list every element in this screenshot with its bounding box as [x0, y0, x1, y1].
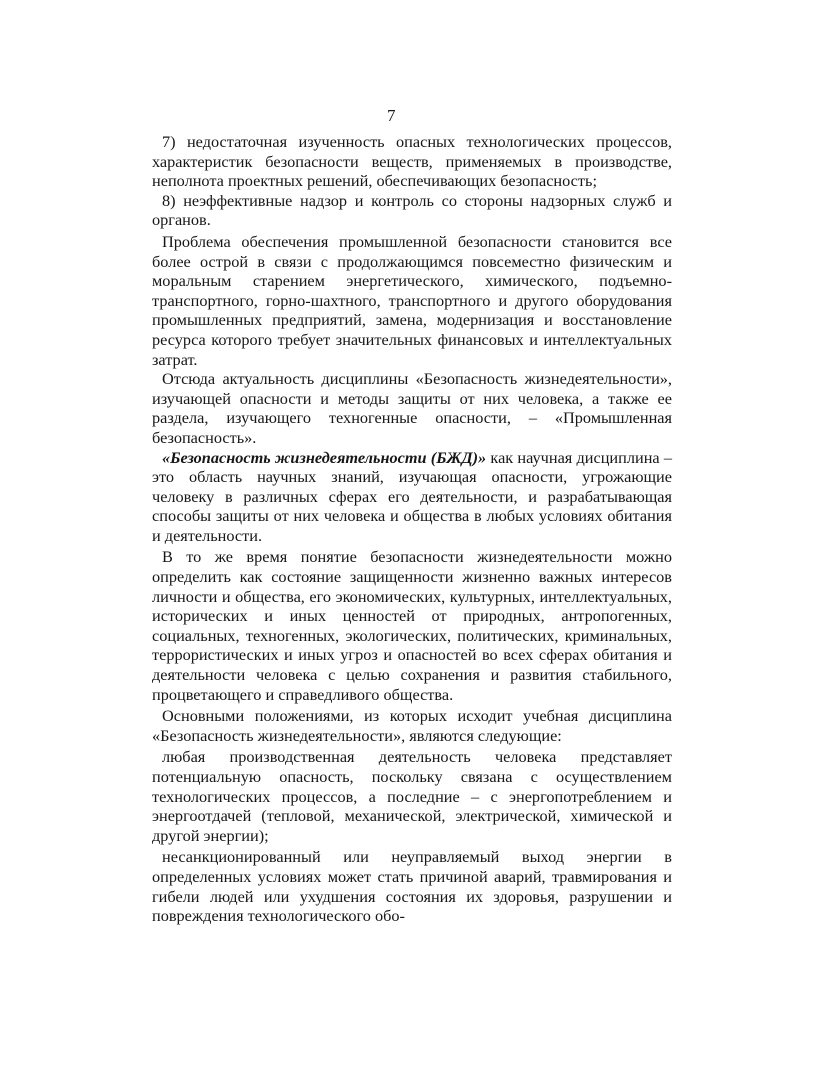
- paragraph-definition: [152, 448, 672, 546]
- page-number: 7: [387, 106, 396, 125]
- paragraph-principles-intro: Основными положениями, из которых исходит учебная дисциплина «Безопасность жизнедеятельности», являются следующие:: [152, 706, 672, 745]
- definition-text: как научная дисциплина – это область научных знаний, изучающая опасности, угрожающие человеку в различных сферах его деятельности, и разрабатывающая способы защиты от них человека и общества в любых условиях обитания и деятельности.: [152, 447, 672, 545]
- paragraph-concept: В то же время понятие безопасности жизнедеятельности можно определить как состояние защищенности жизненно важных интересов личности и общества, его экономических, культурных, интеллектуальных, исторических и иных ценностей от природных, антропогенных, социальных, техногенных, экологических, политических, криминальных, террористических и иных угроз и опасностей во всех сферах обитания и деятельности человека с целью сохранения и развития стабильного, процветающего и справедливого общества.: [152, 547, 672, 704]
- paragraph-principle-2: несанкционированный или неуправляемый выход энергии в определенных условиях может стать причиной аварий, травмирования и гибели людей или ухудшения состояния их здоровья, разрушении и повреждения технологического обо-: [152, 847, 672, 926]
- paragraph-problem: Проблема обеспечения промышленной безопасности становится все более острой в связи с продолжающимся повсеместно физическим и моральным старением энергетического, химического, подъемно-транспортного, горно-шахтного, транспортного и другого оборудования промышленных предприятий, замена, модернизация и восстановление ресурса которого требует значительных финансовых и интеллектуальных затрат.: [152, 231, 672, 369]
- defined-term: «Безопасность жизнедеятельности (БЖД)»: [162, 447, 487, 467]
- paragraph-list-item-8: 8) неэффективные надзор и контроль со стороны надзорных служб и органов.: [152, 190, 672, 230]
- paragraph-principle-1: любая производственная деятельность человека представляет потенциальную опасность, поскольку связана с осуществлением технологических процессов, а последние – с энергопотреблением и энергоотдачей (тепловой, механической, электрической, химической и другой энергии);: [152, 747, 672, 845]
- paragraph-relevance: Отсюда актуальность дисциплины «Безопасность жизнедеятельности», изучающей опасности и методы защиты от них человека, а также ее раздела, изучающего техногенные опасности, – «Промышленная безопасность».: [152, 369, 672, 447]
- paragraph-list-item-7: 7) недостаточная изученность опасных технологических процессов, характеристик безопасности веществ, применяемых в производстве, неполнота проектных решений, обеспечивающих безопасность;: [152, 132, 672, 191]
- text-column: [152, 132, 672, 926]
